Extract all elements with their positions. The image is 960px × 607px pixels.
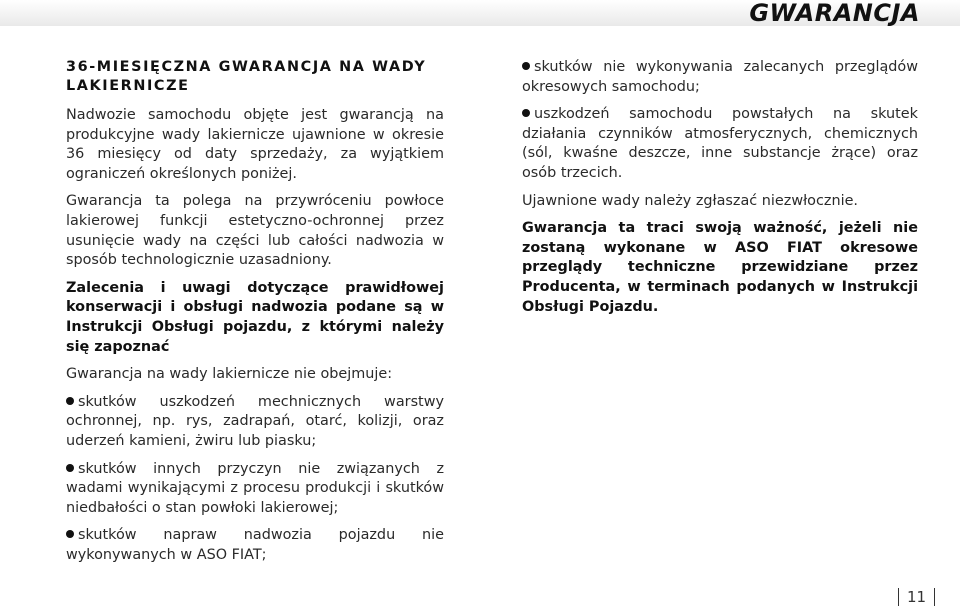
bullet-icon <box>66 464 74 472</box>
list-item-text: skutków innych przyczyn nie związanych z wadami wynikającymi z procesu produkcji i skutków niedbałości o stan powłoki lakierowej; <box>66 460 444 516</box>
section-title <box>66 58 444 96</box>
bullet-icon <box>522 109 530 117</box>
left-column <box>66 58 444 573</box>
paragraph-repair: Gwarancja ta polega na przywróceniu powłoce lakierowej funkcji estetyczno-ochronnej przez usunięcie wady na części lub całości nadwozia w sposób technologicznie uzasadniony. <box>66 193 444 269</box>
paragraph-maintenance-note: Zalecenia i uwagi dotyczące prawidłowej konserwacji i obsługi nadwozia podane są w Instrukcji Obsługi pojazdu, z którymi należy się zapoznać <box>66 279 444 355</box>
list-item <box>66 393 444 452</box>
section-title-line-1: 36-MIESIĘCZNA GWARANCJA NA WADY <box>66 59 427 75</box>
list-item <box>522 105 918 183</box>
page-number: 11 <box>898 588 935 606</box>
paragraph-report-defects: Ujawnione wady należy zgłaszać niezwłocznie. <box>522 192 858 209</box>
list-item-text: skutków uszkodzeń mechnicznych warstwy ochronnej, np. rys, zadrapań, otarć, kolizji, oraz uderzeń kamieni, żwiru lub piasku; <box>66 393 444 449</box>
bullet-icon <box>522 62 530 70</box>
right-column <box>522 58 918 325</box>
bullet-icon <box>66 530 74 538</box>
section-title-line-2: LAKIERNICZE <box>66 78 190 94</box>
list-item-text: skutków napraw nadwozia pojazdu nie wykonywanych w ASO FIAT; <box>66 527 444 563</box>
paragraph-exclusions-intro: Gwarancja na wady lakiernicze nie obejmuje: <box>66 366 393 383</box>
list-item-text: skutków nie wykonywania zalecanych przeglądów okresowych samochodu; <box>522 59 918 95</box>
list-item <box>522 58 918 97</box>
paragraph-scope: Nadwozie samochodu objęte jest gwarancją na produkcyjne wady lakiernicze ujawnione w okresie 36 miesięcy od daty sprzedaży, za wyjątkiem ograniczeń określonych poniżej. <box>66 107 444 182</box>
page-header-title: GWARANCJA <box>749 0 920 27</box>
list-item <box>66 526 444 565</box>
list-item <box>66 460 444 519</box>
bullet-icon <box>66 397 74 405</box>
paragraph-validity-condition: Gwarancja ta traci swoją ważność, jeżeli nie zostaną wykonane w ASO FIAT okresowe przeglądy techniczne przewidziane przez Producenta, w terminach podanych w Instrukcji Obsługi Pojazdu. <box>522 220 918 315</box>
list-item-text: uszkodzeń samochodu powstałych na skutek działania czynników atmosferycznych, chemicznych (sól, kwaśne deszcze, inne substancje żrące) oraz osób trzecich. <box>522 106 918 181</box>
